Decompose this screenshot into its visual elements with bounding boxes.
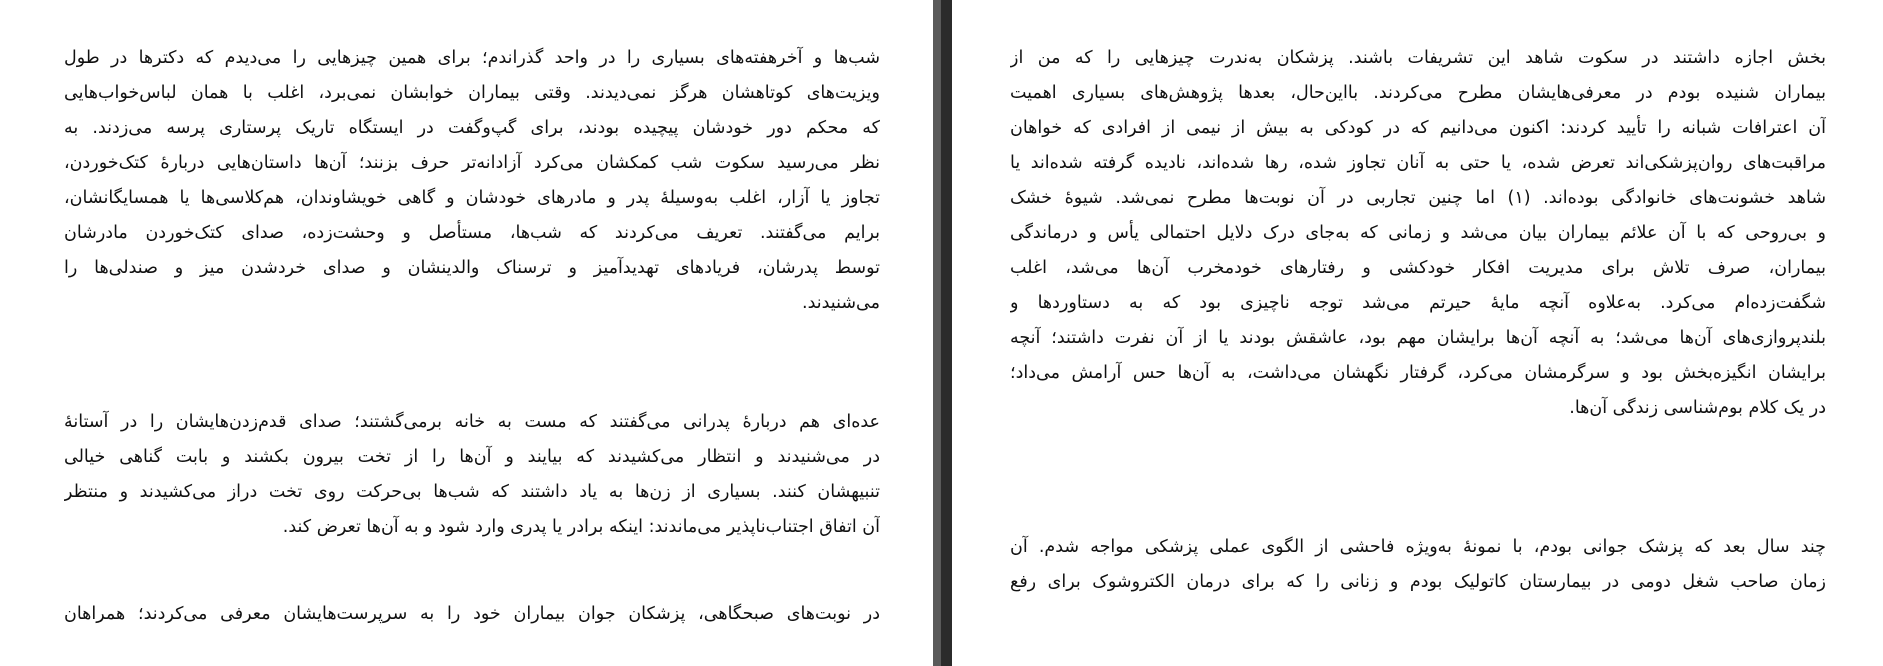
text-line: زمان صاحب شغل دومی در بیمارستان کاتولیک بودم و زنانی را که برای درمان الکتروشوک برای رفع xyxy=(1010,572,1826,592)
text-line: عده‌ای هم دربارهٔ پدرانی می‌گفتند که مست به خانه برمی‌گشتند؛ صدای قدم‌زدن‌هایشان را در آستانهٔ xyxy=(64,412,880,432)
text-line: بیماران شنیده بودم در معرفی‌هایشان مطرح می‌کردند. بااین‌حال، بعدها پژوهش‌های بسیاری اهمیت xyxy=(1010,83,1826,103)
left-page xyxy=(0,0,933,666)
text-line: مراقبت‌های روان‌پزشکی‌اند تعرض شده، یا حتی به آنان تجاوز شده، رها شده‌اند، نادیده گرفته شده‌اند یا xyxy=(1010,153,1826,173)
text-line: شاهد خشونت‌های خانوادگی بوده‌اند. (۱) اما چنین تجاربی در آن نوبت‌ها مطرح نمی‌شد. شیوهٔ خشک xyxy=(1010,188,1826,208)
text-line: در می‌شنیدند و انتظار می‌کشیدند که بیایند و آن‌ها را از تخت بیرون بکشند و بابت گناهی خیالی xyxy=(64,447,880,467)
text-line: تجاوز یا آزار، اغلب به‌وسیلهٔ پدر و مادرهای خودشان و گاهی خویشاوندان، هم‌کلاسی‌ها یا همسایگانشان، xyxy=(64,188,880,208)
left-paragraph-1 xyxy=(64,41,880,321)
text-line: برایم می‌گفتند. تعریف می‌کردند که شب‌ها، مستأصل و وحشت‌زده، صدای کتک‌خوردن مادرشان xyxy=(64,223,880,243)
text-line: آن اعترافات شبانه را تأیید کردند: اکنون می‌دانیم که در کودکی به بیش از نیمی از افرادی که خواهان xyxy=(1010,118,1826,138)
right-page xyxy=(952,0,1883,666)
text-line: می‌شنیدند. xyxy=(802,293,880,313)
text-line: در یک کلام بوم‌شناسی زندگی آن‌ها. xyxy=(1569,398,1826,418)
text-line: توسط پدرشان، فریادهای تهدیدآمیز و ترسناک والدینشان و صدای خردشدن میز و صندلی‌ها را xyxy=(64,258,880,278)
text-line: برایشان انگیزه‌بخش بود و سرگرمشان می‌کرد، گرفتار نگهشان می‌داشت، به آن‌ها حس آرامش می‌داد؛ xyxy=(1010,363,1826,383)
text-line: بخش اجازه داشتند در سکوت شاهد این تشریفات باشند. پزشکان به‌ندرت چیزهایی را که من از xyxy=(1010,48,1826,68)
text-line: تنبیهشان کنند. بسیاری از زن‌ها به یاد داشتند که شب‌ها بی‌حرکت روی تخت دراز می‌کشیدند و منتظر xyxy=(64,482,880,502)
text-line: آن اتفاق اجتناب‌ناپذیر می‌ماندند: اینکه برادر یا پدری وارد شود و به آن‌ها تعرض کند. xyxy=(282,517,880,537)
left-paragraph-2 xyxy=(64,405,880,545)
page-gutter-shadow xyxy=(941,0,952,666)
text-line: شگفت‌زده‌ام می‌کرد. به‌علاوه آنچه مایهٔ حیرتم می‌شد توجه ناچیزی بود که به دستاوردها و xyxy=(1010,293,1826,313)
text-line: بلندپروازی‌های آن‌ها می‌شد؛ به آنچه آن‌ها برایشان مهم بود، عاشقش بودند یا از آن نفرت داشتند؛ آنچه xyxy=(1010,328,1826,348)
right-paragraph-2 xyxy=(1010,530,1826,600)
text-line: که محکم دور خودشان پیچیده بودند، برای گپ‌وگفت در ایستگاه تاریک پرستاری پرسه می‌زدند. به xyxy=(64,118,880,138)
text-line: نظر می‌رسید سکوت شب کمکشان می‌کرد آزادانه‌تر حرف بزنند؛ آن‌ها داستان‌هایی دربارهٔ کتک‌خوردن، xyxy=(64,153,880,173)
text-line: بیماران، صرف تلاش برای مدیریت افکار خودکشی و رفتارهای خودمخرب آن‌ها می‌شد، اغلب xyxy=(1010,258,1826,278)
right-paragraph-1 xyxy=(1010,41,1826,426)
text-line: در نوبت‌های صبحگاهی، پزشکان جوان بیماران خود را به سرپرست‌هایشان معرفی می‌کردند؛ همراهان xyxy=(64,604,880,624)
left-paragraph-3 xyxy=(64,597,880,632)
text-line: و بی‌روحی که با آن علائم بیماران بیان می‌شد و زمانی که به‌جای درک دلایل احتمالی یأس و درماندگی xyxy=(1010,223,1826,243)
text-line: ویزیت‌های کوتاهشان هرگز نمی‌دیدند. وقتی بیماران خوابشان نمی‌برد، اغلب با همان لباس‌خواب‌هایی xyxy=(64,83,880,103)
page-gutter xyxy=(933,0,941,666)
text-line: شب‌ها و آخرهفته‌های بسیاری را در واحد گذراندم؛ برای همین چیزهایی را می‌دیدم که دکترها در طول xyxy=(64,48,880,68)
text-line: چند سال بعد که پزشک جوانی بودم، با نمونهٔ به‌ویژه فاحشی از الگوی عملی پزشکی مواجه شدم. آن xyxy=(1010,537,1826,557)
